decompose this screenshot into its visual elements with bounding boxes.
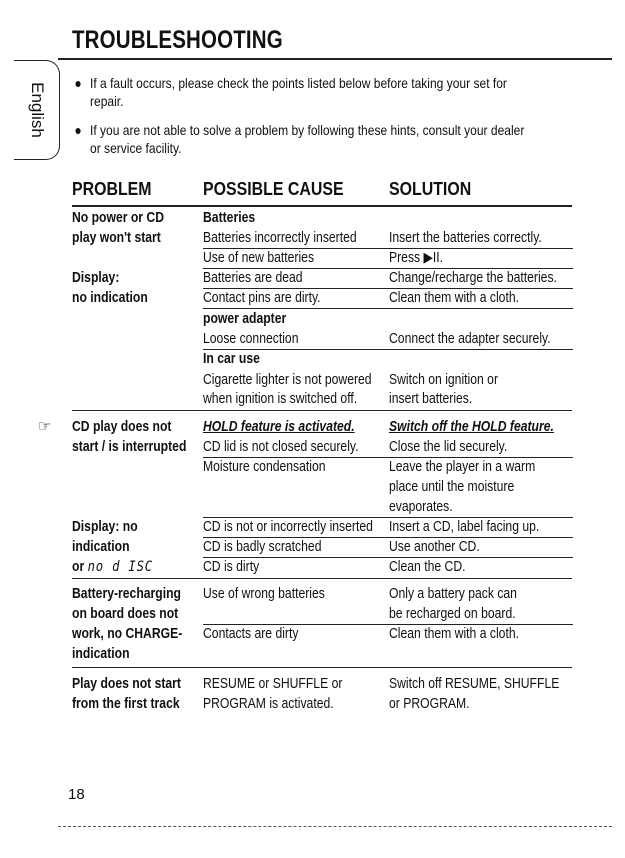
intro-bullet-2: ● If you are not able to solve a problem by following these hints, consult your dealer or service facility. (74, 122, 525, 156)
cause-contacts-dirty: Contacts are dirty (203, 626, 299, 642)
solution-leave-warm-line2: place until the moisture (389, 479, 515, 495)
problem-battery-recharging-line2: on board does not (72, 606, 179, 622)
solution-insert-cd: Insert a CD, label facing up. (389, 519, 540, 535)
solution-switch-ignition-line2: insert batteries. (389, 391, 473, 407)
lcd-no-disc-readout: no d ISC (87, 559, 153, 575)
section-divider (72, 578, 572, 579)
problem-no-power: No power or CD (72, 210, 165, 226)
cause-group-batteries: Batteries (203, 210, 256, 226)
row-divider (203, 268, 573, 269)
problem-battery-recharging: Battery-recharging (72, 586, 181, 602)
cause-resume-shuffle: RESUME or SHUFFLE or (203, 676, 343, 692)
page-number: 18 (68, 786, 85, 803)
solution-clean-cd: Clean the CD. (389, 559, 466, 575)
problem-display: Display: (72, 270, 120, 286)
cause-hold-activated: HOLD feature is activated. (203, 419, 355, 435)
problem-cd-play-line2: start / is interrupted (72, 439, 187, 455)
solution-switch-off-resume-line2: or PROGRAM. (389, 696, 470, 712)
page-title: TROUBLESHOOTING (72, 26, 283, 54)
row-divider (203, 537, 573, 538)
bullet-dot-icon: ● (74, 75, 82, 91)
problem-play-first-track-line2: from the first track (72, 696, 180, 712)
solution-connect-adapter: Connect the adapter securely. (389, 331, 551, 347)
solution-close-lid: Close the lid securely. (389, 439, 508, 455)
solution-use-another-cd: Use another CD. (389, 539, 480, 555)
problem-display-no-line2: indication (72, 539, 130, 555)
row-divider (203, 288, 573, 289)
cause-loose-connection: Loose connection (203, 331, 299, 347)
problem-display-line2: no indication (72, 290, 148, 306)
pointing-hand-icon: ☞ (38, 418, 52, 435)
cause-group-car-use: In car use (203, 351, 260, 367)
problem-play-first-track: Play does not start (72, 676, 181, 692)
cause-wrong-batteries: Use of wrong batteries (203, 586, 325, 602)
header-possible-cause: POSSIBLE CAUSE (203, 178, 344, 199)
cause-cigarette-lighter: Cigarette lighter is not powered (203, 372, 372, 388)
header-problem: PROBLEM (72, 178, 152, 199)
header-solution: SOLUTION (389, 178, 472, 199)
solution-switch-off-hold: Switch off the HOLD feature. (389, 419, 554, 435)
solution-clean-contacts: Clean them with a cloth. (389, 626, 519, 642)
cause-group-power-adapter: power adapter (203, 311, 287, 327)
cause-contact-pins: Contact pins are dirty. (203, 290, 321, 306)
solution-switch-ignition: Switch on ignition or (389, 372, 499, 388)
cause-resume-shuffle-line2: PROGRAM is activated. (203, 696, 334, 712)
row-divider (203, 349, 573, 350)
row-divider (203, 557, 573, 558)
header-rule (72, 205, 572, 207)
section-divider (72, 667, 572, 668)
cause-cd-dirty: CD is dirty (203, 559, 260, 575)
cause-cd-scratched: CD is badly scratched (203, 539, 322, 555)
solution-battery-pack-line2: be recharged on board. (389, 606, 516, 622)
solution-leave-warm: Leave the player in a warm (389, 459, 536, 475)
title-rule (58, 58, 612, 60)
cause-moisture: Moisture condensation (203, 459, 326, 475)
row-divider (203, 457, 573, 458)
cause-lid-not-closed: CD lid is not closed securely. (203, 439, 359, 455)
row-divider (203, 624, 573, 625)
intro-bullet-1: ● If a fault occurs, please check the points listed below before taking your set for repair. (74, 75, 507, 109)
language-tab-label: English (28, 82, 48, 138)
solution-insert-batteries: Insert the batteries correctly. (389, 230, 542, 246)
footer-rule (58, 826, 612, 827)
solution-clean-pins: Clean them with a cloth. (389, 290, 519, 306)
solution-press-play: Press ▶II. (389, 250, 444, 266)
solution-change-batteries: Change/recharge the batteries. (389, 270, 557, 286)
bullet-dot-icon: ● (74, 122, 82, 138)
solution-battery-pack: Only a battery pack can (389, 586, 517, 602)
problem-cd-play: CD play does not (72, 419, 172, 435)
cause-batteries-incorrect: Batteries incorrectly inserted (203, 230, 357, 246)
section-divider (72, 410, 572, 411)
row-divider (203, 308, 573, 309)
solution-switch-off-resume: Switch off RESUME, SHUFFLE (389, 676, 560, 692)
row-divider (203, 517, 573, 518)
row-divider (203, 248, 573, 249)
problem-battery-recharging-line4: indication (72, 646, 130, 662)
problem-display-no-disc: or no d ISC (72, 559, 153, 575)
cause-cigarette-lighter-line2: when ignition is switched off. (203, 391, 358, 407)
cause-batteries-dead: Batteries are dead (203, 270, 303, 286)
cause-cd-incorrect: CD is not or incorrectly inserted (203, 519, 373, 535)
problem-no-power-line2: play won't start (72, 230, 161, 246)
solution-leave-warm-line3: evaporates. (389, 499, 453, 515)
problem-battery-recharging-line3: work, no CHARGE- (72, 626, 183, 642)
problem-display-no: Display: no (72, 519, 138, 535)
cause-new-batteries: Use of new batteries (203, 250, 315, 266)
